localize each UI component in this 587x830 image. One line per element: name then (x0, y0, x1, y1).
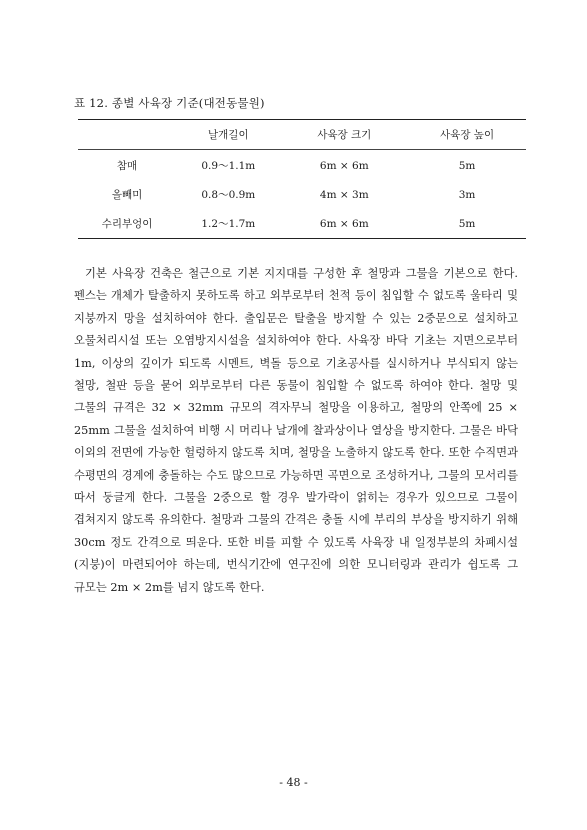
table-cell-enclosure-size: 6m × 6m (319, 217, 369, 230)
table-row (78, 180, 526, 209)
table-header-enclosure-height: 사육장 높이 (440, 129, 495, 141)
table-row (78, 150, 526, 181)
enclosure-spec-table (78, 119, 526, 239)
table-caption: 표 12. 종별 사육장 기준(대전동물원) (74, 96, 265, 110)
table-cell-wing-length: 0.8～0.9m (201, 189, 256, 201)
table-cell-enclosure-height: 5m (458, 217, 476, 230)
table-cell-species: 참매 (116, 160, 138, 172)
table-cell-species: 올빼미 (111, 189, 143, 201)
table-cell-species: 수리부엉이 (101, 218, 153, 230)
table-header-enclosure-size: 사육장 크기 (317, 129, 372, 141)
table-cell-enclosure-size: 6m × 6m (319, 159, 369, 172)
table-cell-enclosure-height: 5m (458, 159, 476, 172)
table-cell-wing-length: 1.2～1.7m (201, 218, 256, 230)
table-cell-enclosure-size: 4m × 3m (319, 188, 369, 201)
table-header-wing-length: 날개길이 (208, 129, 249, 141)
page-number: - 48 - (279, 776, 308, 789)
body-paragraph: 기본 사육장 건축은 철근으로 기본 지지대를 구성한 후 철망과 그물을 기본으로 한다. 펜스는 개체가 탈출하지 못하도록 하고 외부로부터 천적 등이 침입할 수 없도록 울타리 및 지붕까지 망을 설치하여야 한다. 출입문은 탈출을 방지할 수 있는 2중문으로 설치하고 오물처리시설 또는 오염방지시설을 설치하여야 한다. 사육장 바닥 기초는 지면으로부터 1m, 이상의 깊이가 되도록 시멘트, 벽돌 등으로 기초공사를 실시하거나 부식되지 않는 철망, 철판 등을 묻어 외부로부터 다른 동물이 침입할 수 없도록 하여야 한다. 철망 및 그물의 규격은 32 × 32mm 규모의 격자무늬 철망을 이용하고, 철망의 안쪽에 25 × 25mm 그물을 설치하여 비행 시 머리나 날개에 찰과상이나 열상을 방지한다. 그물은 바닥 이외의 전면에 가능한 헐렁하지 않도록 치며, 철망을 노출하지 않도록 한다. 또한 수직면과 수평면의 경계에 충돌하는 수도 많으므로 가능하면 곡면으로 조성하거나, 그물의 모서리를 따서 둥글게 한다. 그물을 2중으로 할 경우 발가락이 얽히는 경우가 있으므로 그물이 겹쳐지지 않도록 유의한다. 철망과 그물의 간격은 충돌 시에 부리의 부상을 방지하기 위해 30cm 정도 간격으로 띄운다. 또한 비를 피할 수 있도록 사육장 내 일정부분의 차폐시설(지붕)이 마련되어야 하는데, 번식기간에 연구진에 의한 모니터링과 관리가 쉽도록 그 규모는 2m × 2m를 넘지 않도록 한다. (74, 267, 518, 594)
table-header-cell (78, 120, 176, 150)
table-cell-enclosure-height: 3m (458, 188, 476, 201)
table-header-row (78, 120, 526, 150)
table-row (78, 209, 526, 239)
table-cell-wing-length: 0.9～1.1m (201, 160, 256, 172)
